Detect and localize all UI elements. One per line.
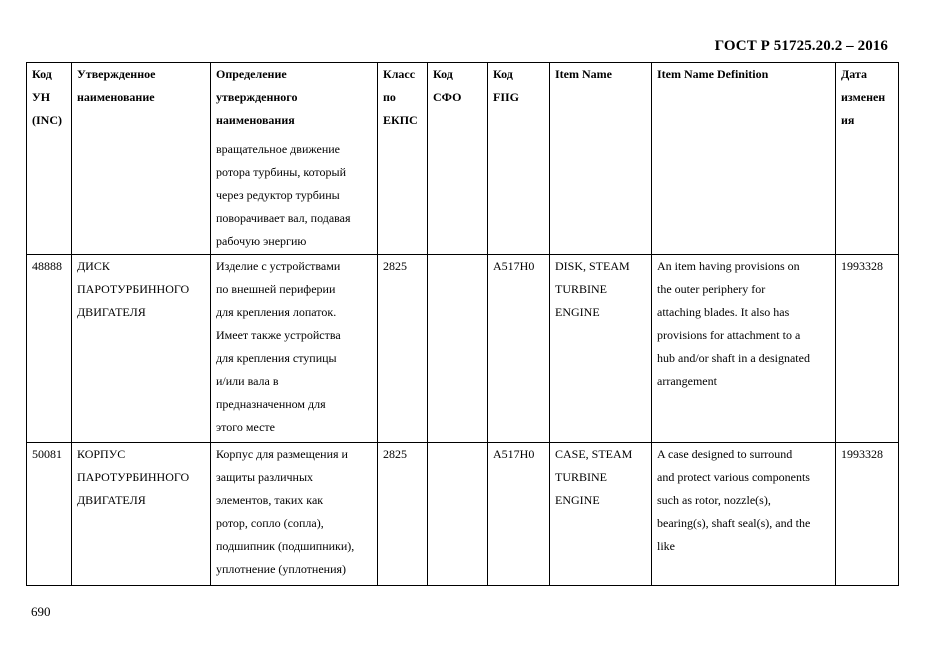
- table-row: [27, 138, 899, 255]
- cell-sfo: [428, 138, 488, 255]
- cell-approved-name: КОРПУС ПАРОТУРБИННОГО ДВИГАТЕЛЯ: [72, 443, 211, 586]
- cell-fiig: [488, 138, 550, 255]
- cell-item-definition: An item having provisions on the outer periphery for attaching blades. It also has provisions for attachment to a hub and/or shaft in a designated arrangement: [652, 255, 836, 443]
- cell-inc: [27, 138, 72, 255]
- cell-item-name: DISK, STEAM TURBINE ENGINE: [550, 255, 652, 443]
- cell-sfo: [428, 255, 488, 443]
- cell-fiig: A517H0: [488, 443, 550, 586]
- document-header-title: ГОСТ Р 51725.20.2 – 2016: [714, 38, 888, 54]
- cell-item-name: [550, 138, 652, 255]
- column-header-date: Дата изменен ия: [836, 63, 899, 138]
- column-header-inc: Код УН (INC): [27, 63, 72, 138]
- cell-inc: 50081: [27, 443, 72, 586]
- column-header-fiig: Код FIIG: [488, 63, 550, 138]
- cell-date: 1993328: [836, 255, 899, 443]
- column-header-class: Класс по ЕКПС: [378, 63, 428, 138]
- page-number: 690: [31, 604, 51, 619]
- cell-definition: Изделие с устройствами по внешней периферии для крепления лопаток. Имеет также устройства для крепления ступицы и/или вала в предназначенном для этого месте: [211, 255, 378, 443]
- cell-approved-name: ДИСК ПАРОТУРБИННОГО ДВИГАТЕЛЯ: [72, 255, 211, 443]
- cell-fiig: A517H0: [488, 255, 550, 443]
- cell-class: [378, 138, 428, 255]
- cell-definition: Корпус для размещения и защиты различных элементов, таких как ротор, сопло (сопла), подшипник (подшипники), уплотнение (уплотнения): [211, 443, 378, 586]
- cell-definition: вращательное движение ротора турбины, который через редуктор турбины поворачивает вал, подавая рабочую энергию: [211, 138, 378, 255]
- column-header-definition: Определение утвержденного наименования: [211, 63, 378, 138]
- column-header-item-name: Item Name: [550, 63, 652, 138]
- column-header-sfo: Код СФО: [428, 63, 488, 138]
- cell-date: 1993328: [836, 443, 899, 586]
- column-header-item-definition: Item Name Definition: [652, 63, 836, 138]
- cell-class: 2825: [378, 255, 428, 443]
- cell-item-name: CASE, STEAM TURBINE ENGINE: [550, 443, 652, 586]
- cell-class: 2825: [378, 443, 428, 586]
- cell-date: [836, 138, 899, 255]
- column-header-approved-name: Утвержденное наименование: [72, 63, 211, 138]
- registry-table: [26, 62, 899, 586]
- cell-inc: 48888: [27, 255, 72, 443]
- table-header-row: [27, 63, 899, 138]
- cell-item-definition: A case designed to surround and protect various components such as rotor, nozzle(s), bearing(s), shaft seal(s), and the like: [652, 443, 836, 586]
- table-row: [27, 255, 899, 443]
- table-row: [27, 443, 899, 586]
- cell-item-definition: [652, 138, 836, 255]
- cell-sfo: [428, 443, 488, 586]
- cell-approved-name: [72, 138, 211, 255]
